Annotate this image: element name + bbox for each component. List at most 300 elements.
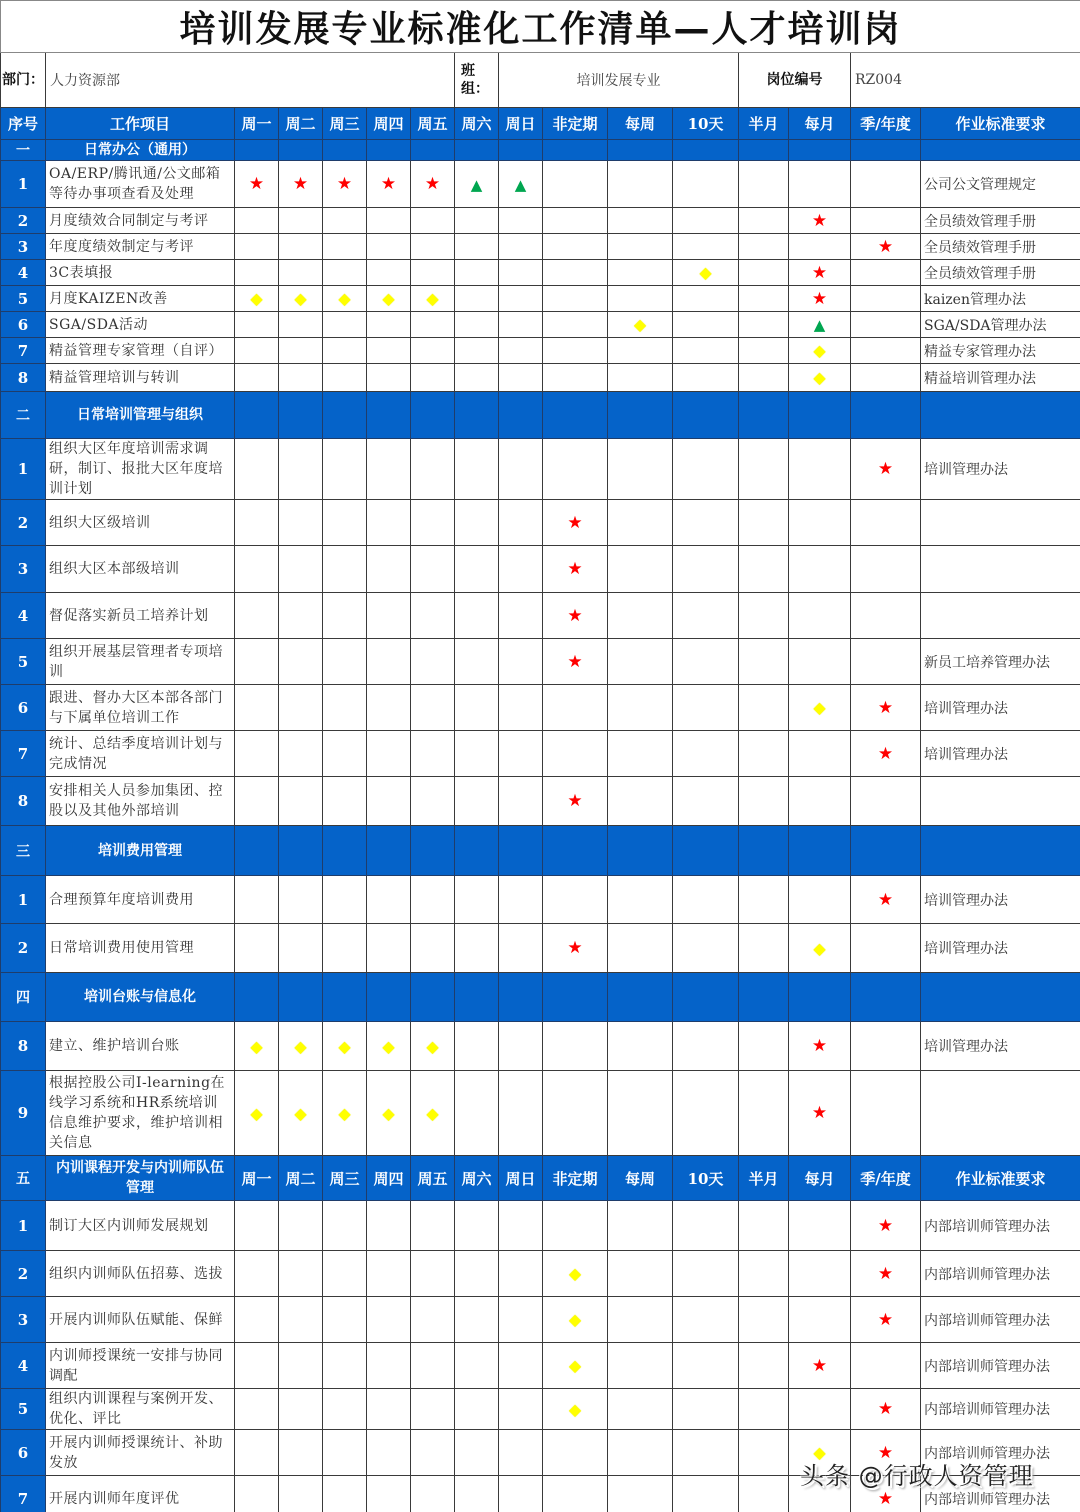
diamond-icon: ◆ <box>426 1036 439 1056</box>
section-empty-cell <box>789 140 851 161</box>
frequency-cell <box>543 1343 608 1389</box>
frequency-cell <box>739 924 789 973</box>
standard-requirement: kaizen管理办法 <box>921 286 1080 312</box>
column-header: 每月 <box>789 1156 851 1201</box>
section-number: 一 <box>1 140 46 161</box>
table-row <box>1 1022 1080 1071</box>
diamond-icon: ◆ <box>568 1399 582 1419</box>
frequency-cell <box>543 312 608 338</box>
triangle-icon: ▲ <box>514 175 527 194</box>
frequency-cell <box>739 639 789 685</box>
standard-requirement: 内部培训师管理办法 <box>921 1343 1080 1389</box>
work-item: 月度KAIZEN改善 <box>46 286 235 312</box>
standard-requirement <box>921 777 1080 826</box>
section-empty-cell <box>921 140 1080 161</box>
star-icon: ★ <box>567 512 583 533</box>
table-row <box>1 1297 1080 1343</box>
frequency-cell <box>543 593 608 639</box>
section-empty-cell <box>367 140 411 161</box>
frequency-cell <box>279 286 323 312</box>
frequency-cell <box>279 1476 323 1512</box>
star-icon: ★ <box>567 651 583 672</box>
frequency-cell <box>455 639 499 685</box>
frequency-cell <box>367 286 411 312</box>
frequency-cell <box>543 546 608 593</box>
frequency-cell <box>851 161 921 208</box>
frequency-cell <box>543 161 608 208</box>
frequency-cell <box>499 208 543 234</box>
column-header: 周四 <box>367 108 411 140</box>
frequency-cell <box>739 777 789 826</box>
frequency-cell <box>367 234 411 260</box>
frequency-cell <box>235 161 279 208</box>
section-empty-cell <box>455 826 499 876</box>
frequency-cell <box>608 1071 673 1156</box>
section-empty-cell <box>279 392 323 439</box>
table-row <box>1 208 1080 234</box>
frequency-cell <box>235 777 279 826</box>
row-number: 7 <box>1 1476 46 1512</box>
standard-requirement <box>921 500 1080 546</box>
frequency-cell <box>543 1022 608 1071</box>
frequency-cell <box>608 546 673 593</box>
frequency-cell <box>499 338 543 364</box>
section-empty-cell <box>739 392 789 439</box>
star-icon: ★ <box>380 174 397 194</box>
frequency-cell <box>608 1343 673 1389</box>
section-header-row <box>1 392 1080 439</box>
work-item: 月度绩效合同制定与考评 <box>46 208 235 234</box>
section-empty-cell <box>411 973 455 1022</box>
frequency-cell <box>851 500 921 546</box>
frequency-cell <box>851 593 921 639</box>
section-empty-cell <box>411 826 455 876</box>
frequency-cell <box>455 924 499 973</box>
section-empty-cell <box>499 140 543 161</box>
frequency-cell <box>739 1297 789 1343</box>
frequency-cell <box>739 234 789 260</box>
frequency-cell <box>851 777 921 826</box>
frequency-cell <box>235 500 279 546</box>
standard-requirement: 内部培训师管理办法 <box>921 1389 1080 1430</box>
section-empty-cell <box>543 826 608 876</box>
section-empty-cell <box>235 140 279 161</box>
frequency-cell <box>673 500 739 546</box>
frequency-cell <box>455 500 499 546</box>
frequency-cell <box>411 731 455 777</box>
diamond-icon: ◆ <box>250 289 263 308</box>
frequency-cell <box>789 685 851 731</box>
frequency-cell <box>455 161 499 208</box>
diamond-icon: ◆ <box>338 1036 351 1056</box>
section-empty-cell <box>499 973 543 1022</box>
frequency-cell <box>789 731 851 777</box>
standard-requirement: 精益培训管理办法 <box>921 364 1080 392</box>
frequency-cell <box>739 161 789 208</box>
frequency-cell <box>411 500 455 546</box>
frequency-cell <box>367 208 411 234</box>
frequency-cell <box>543 1251 608 1297</box>
row-number: 2 <box>1 500 46 546</box>
frequency-cell <box>411 439 455 500</box>
row-number: 4 <box>1 593 46 639</box>
frequency-cell <box>323 639 367 685</box>
frequency-cell <box>235 312 279 338</box>
frequency-cell <box>367 1430 411 1476</box>
frequency-cell <box>367 439 411 500</box>
frequency-cell <box>673 924 739 973</box>
row-number: 4 <box>1 1343 46 1389</box>
standard-requirement: 培训管理办法 <box>921 439 1080 500</box>
frequency-cell <box>323 546 367 593</box>
diamond-icon: ◆ <box>250 1103 263 1123</box>
page-title: 培训发展专业标准化工作清单—人才培训岗 <box>1 1 1080 53</box>
frequency-cell <box>543 286 608 312</box>
diamond-icon: ◆ <box>568 1264 582 1283</box>
frequency-cell <box>323 208 367 234</box>
frequency-cell <box>279 593 323 639</box>
frequency-cell <box>543 685 608 731</box>
work-item: 开展内训师队伍赋能、保鲜 <box>46 1297 235 1343</box>
section-empty-cell <box>543 392 608 439</box>
frequency-cell <box>235 1476 279 1512</box>
table-row <box>1 286 1080 312</box>
frequency-cell <box>235 1430 279 1476</box>
frequency-cell <box>543 1297 608 1343</box>
frequency-cell <box>608 1389 673 1430</box>
frequency-cell <box>673 1251 739 1297</box>
frequency-cell <box>608 1201 673 1251</box>
frequency-cell <box>455 364 499 392</box>
frequency-cell <box>411 593 455 639</box>
star-icon: ★ <box>877 236 894 257</box>
frequency-cell <box>789 439 851 500</box>
frequency-cell <box>673 639 739 685</box>
frequency-cell <box>235 876 279 924</box>
column-header: 10天 <box>673 108 739 140</box>
column-header: 作业标准要求 <box>921 1156 1080 1201</box>
frequency-cell <box>851 208 921 234</box>
table-row <box>1 876 1080 924</box>
standard-requirement: 内部培训师管理办法 <box>921 1297 1080 1343</box>
section-title: 培训费用管理 <box>46 826 235 876</box>
star-icon: ★ <box>877 1399 894 1419</box>
frequency-cell <box>543 876 608 924</box>
row-number: 8 <box>1 364 46 392</box>
frequency-cell <box>851 234 921 260</box>
frequency-cell <box>323 286 367 312</box>
row-number: 5 <box>1 286 46 312</box>
column-header: 周六 <box>455 108 499 140</box>
frequency-cell <box>279 1389 323 1430</box>
section-empty-cell <box>673 392 739 439</box>
frequency-cell <box>851 1251 921 1297</box>
frequency-cell <box>608 593 673 639</box>
frequency-cell <box>499 500 543 546</box>
standard-requirement <box>921 593 1080 639</box>
table-row <box>1 685 1080 731</box>
frequency-cell <box>739 546 789 593</box>
frequency-cell <box>789 1389 851 1430</box>
star-icon: ★ <box>567 938 583 958</box>
frequency-cell <box>608 1430 673 1476</box>
frequency-cell <box>789 639 851 685</box>
frequency-cell <box>608 777 673 826</box>
frequency-cell <box>608 685 673 731</box>
frequency-cell <box>323 685 367 731</box>
row-number: 1 <box>1 876 46 924</box>
frequency-cell <box>367 1201 411 1251</box>
frequency-cell <box>455 731 499 777</box>
table-row <box>1 500 1080 546</box>
frequency-cell <box>608 208 673 234</box>
frequency-cell <box>455 338 499 364</box>
frequency-cell <box>323 1201 367 1251</box>
row-number: 6 <box>1 685 46 731</box>
frequency-cell <box>323 1343 367 1389</box>
frequency-cell <box>673 234 739 260</box>
frequency-cell <box>608 260 673 286</box>
frequency-cell <box>499 234 543 260</box>
section-empty-cell <box>455 973 499 1022</box>
standard-requirement: 内部培训师管理办法 <box>921 1251 1080 1297</box>
section-empty-cell <box>367 392 411 439</box>
diamond-icon: ◆ <box>294 289 307 308</box>
column-header: 周三 <box>323 1156 367 1201</box>
section-empty-cell <box>789 392 851 439</box>
star-icon: ★ <box>811 1036 828 1056</box>
frequency-cell <box>235 286 279 312</box>
frequency-cell <box>235 546 279 593</box>
frequency-cell <box>851 312 921 338</box>
section-empty-cell <box>323 392 367 439</box>
section-empty-cell <box>279 140 323 161</box>
column-header: 周五 <box>411 1156 455 1201</box>
frequency-cell <box>673 685 739 731</box>
work-item: 制订大区内训师发展规划 <box>46 1201 235 1251</box>
frequency-cell <box>279 439 323 500</box>
standard-requirement: 公司公文管理规定 <box>921 161 1080 208</box>
frequency-cell <box>411 1389 455 1430</box>
frequency-cell <box>235 1071 279 1156</box>
section-empty-cell <box>921 392 1080 439</box>
frequency-cell <box>739 1071 789 1156</box>
frequency-cell <box>235 1343 279 1389</box>
post-label: 岗位编号 <box>739 53 851 108</box>
section-empty-cell <box>789 973 851 1022</box>
frequency-cell <box>323 1430 367 1476</box>
work-item: 督促落实新员工培养计划 <box>46 593 235 639</box>
frequency-cell <box>323 234 367 260</box>
frequency-cell <box>411 546 455 593</box>
frequency-cell <box>739 1251 789 1297</box>
frequency-cell <box>608 439 673 500</box>
column-header: 周二 <box>279 108 323 140</box>
post-value: RZ004 <box>851 53 1080 108</box>
column-header: 周五 <box>411 108 455 140</box>
frequency-cell <box>367 1251 411 1297</box>
work-item: 日常培训费用使用管理 <box>46 924 235 973</box>
row-number: 5 <box>1 1389 46 1430</box>
frequency-cell <box>851 1297 921 1343</box>
table-row <box>1 1389 1080 1430</box>
section-empty-cell <box>235 826 279 876</box>
frequency-cell <box>608 234 673 260</box>
frequency-cell <box>279 338 323 364</box>
work-item: 开展内训师授课统计、补助发放 <box>46 1430 235 1476</box>
work-item: 精益管理培训与转训 <box>46 364 235 392</box>
diamond-icon: ◆ <box>250 1036 263 1056</box>
frequency-cell <box>499 1022 543 1071</box>
section-number: 三 <box>1 826 46 876</box>
work-item: 根据控股公司I-learning在线学习系统和HR系统培训信息维护要求，维护培训相关信息 <box>46 1071 235 1156</box>
star-icon: ★ <box>567 559 583 579</box>
work-item: 内训师授课统一安排与协同调配 <box>46 1343 235 1389</box>
frequency-cell <box>851 338 921 364</box>
star-icon: ★ <box>567 605 583 626</box>
work-item: 安排相关人员参加集团、控股以及其他外部培训 <box>46 777 235 826</box>
section-empty-cell <box>543 140 608 161</box>
frequency-cell <box>235 1022 279 1071</box>
frequency-cell <box>673 161 739 208</box>
frequency-cell <box>673 546 739 593</box>
frequency-cell <box>673 1430 739 1476</box>
frequency-cell <box>411 234 455 260</box>
table-row <box>1 777 1080 826</box>
frequency-cell <box>235 1201 279 1251</box>
frequency-cell <box>323 161 367 208</box>
column-header: 周三 <box>323 108 367 140</box>
frequency-cell <box>279 1071 323 1156</box>
frequency-cell <box>411 777 455 826</box>
section-number: 二 <box>1 392 46 439</box>
section-empty-cell <box>608 973 673 1022</box>
star-icon: ★ <box>811 1103 828 1123</box>
standard-requirement: 全员绩效管理手册 <box>921 234 1080 260</box>
frequency-cell <box>739 364 789 392</box>
frequency-cell <box>739 731 789 777</box>
frequency-cell <box>673 439 739 500</box>
frequency-cell <box>411 639 455 685</box>
frequency-cell <box>499 1430 543 1476</box>
table-row <box>1 338 1080 364</box>
column-header: 周四 <box>367 1156 411 1201</box>
frequency-cell <box>851 260 921 286</box>
section-number: 五 <box>1 1156 46 1201</box>
frequency-cell <box>608 338 673 364</box>
section-empty-cell <box>411 392 455 439</box>
frequency-cell <box>323 364 367 392</box>
frequency-cell <box>543 234 608 260</box>
frequency-cell <box>789 500 851 546</box>
info-row <box>1 53 1080 108</box>
frequency-cell <box>851 639 921 685</box>
frequency-cell <box>455 876 499 924</box>
row-number: 2 <box>1 1251 46 1297</box>
frequency-cell <box>455 1430 499 1476</box>
star-icon: ★ <box>811 288 828 309</box>
frequency-cell <box>851 1022 921 1071</box>
frequency-cell <box>543 731 608 777</box>
section-empty-cell <box>323 826 367 876</box>
frequency-cell <box>279 312 323 338</box>
frequency-cell <box>323 312 367 338</box>
section-empty-cell <box>789 826 851 876</box>
work-item: 年度度绩效制定与考评 <box>46 234 235 260</box>
frequency-cell <box>543 1430 608 1476</box>
frequency-cell <box>789 1251 851 1297</box>
frequency-cell <box>367 639 411 685</box>
frequency-cell <box>789 1022 851 1071</box>
frequency-cell <box>367 924 411 973</box>
diamond-icon: ◆ <box>338 1103 351 1123</box>
frequency-cell <box>673 1022 739 1071</box>
standard-requirement: 培训管理办法 <box>921 876 1080 924</box>
star-icon: ★ <box>567 791 583 811</box>
diamond-icon: ◆ <box>813 341 826 360</box>
frequency-cell <box>851 546 921 593</box>
frequency-cell <box>235 924 279 973</box>
frequency-cell <box>851 1343 921 1389</box>
frequency-cell <box>673 1071 739 1156</box>
frequency-cell <box>499 260 543 286</box>
frequency-cell <box>789 234 851 260</box>
frequency-cell <box>455 1071 499 1156</box>
frequency-cell <box>673 1201 739 1251</box>
frequency-cell <box>789 260 851 286</box>
frequency-cell <box>499 312 543 338</box>
work-item: 组织大区级培训 <box>46 500 235 546</box>
column-header: 每周 <box>608 1156 673 1201</box>
frequency-cell <box>499 161 543 208</box>
standard-requirement: 内部培训师管理办法 <box>921 1430 1080 1476</box>
frequency-cell <box>608 364 673 392</box>
frequency-cell <box>367 1022 411 1071</box>
frequency-cell <box>543 439 608 500</box>
column-header-row <box>1 108 1080 140</box>
frequency-cell <box>673 777 739 826</box>
frequency-cell <box>608 1297 673 1343</box>
frequency-cell <box>323 924 367 973</box>
section-title: 内训课程开发与内训师队伍管理 <box>46 1156 235 1201</box>
star-icon: ★ <box>877 1215 894 1236</box>
frequency-cell <box>235 234 279 260</box>
frequency-cell <box>739 312 789 338</box>
table-row <box>1 639 1080 685</box>
star-icon: ★ <box>877 697 894 718</box>
frequency-cell <box>455 1389 499 1430</box>
frequency-cell <box>739 260 789 286</box>
frequency-cell <box>455 593 499 639</box>
row-number: 3 <box>1 546 46 593</box>
frequency-cell <box>739 1389 789 1430</box>
row-number: 3 <box>1 234 46 260</box>
frequency-cell <box>367 260 411 286</box>
frequency-cell <box>279 1022 323 1071</box>
frequency-cell <box>739 500 789 546</box>
frequency-cell <box>279 260 323 286</box>
frequency-cell <box>851 1201 921 1251</box>
column-header: 季/年度 <box>851 108 921 140</box>
diamond-icon: ◆ <box>426 289 439 308</box>
watermark: 头条 @行政人资管理 <box>800 1462 1034 1490</box>
frequency-cell <box>411 1251 455 1297</box>
section-empty-cell <box>673 140 739 161</box>
frequency-cell <box>455 286 499 312</box>
standard-requirement: 培训管理办法 <box>921 731 1080 777</box>
frequency-cell <box>455 1251 499 1297</box>
frequency-cell <box>367 593 411 639</box>
